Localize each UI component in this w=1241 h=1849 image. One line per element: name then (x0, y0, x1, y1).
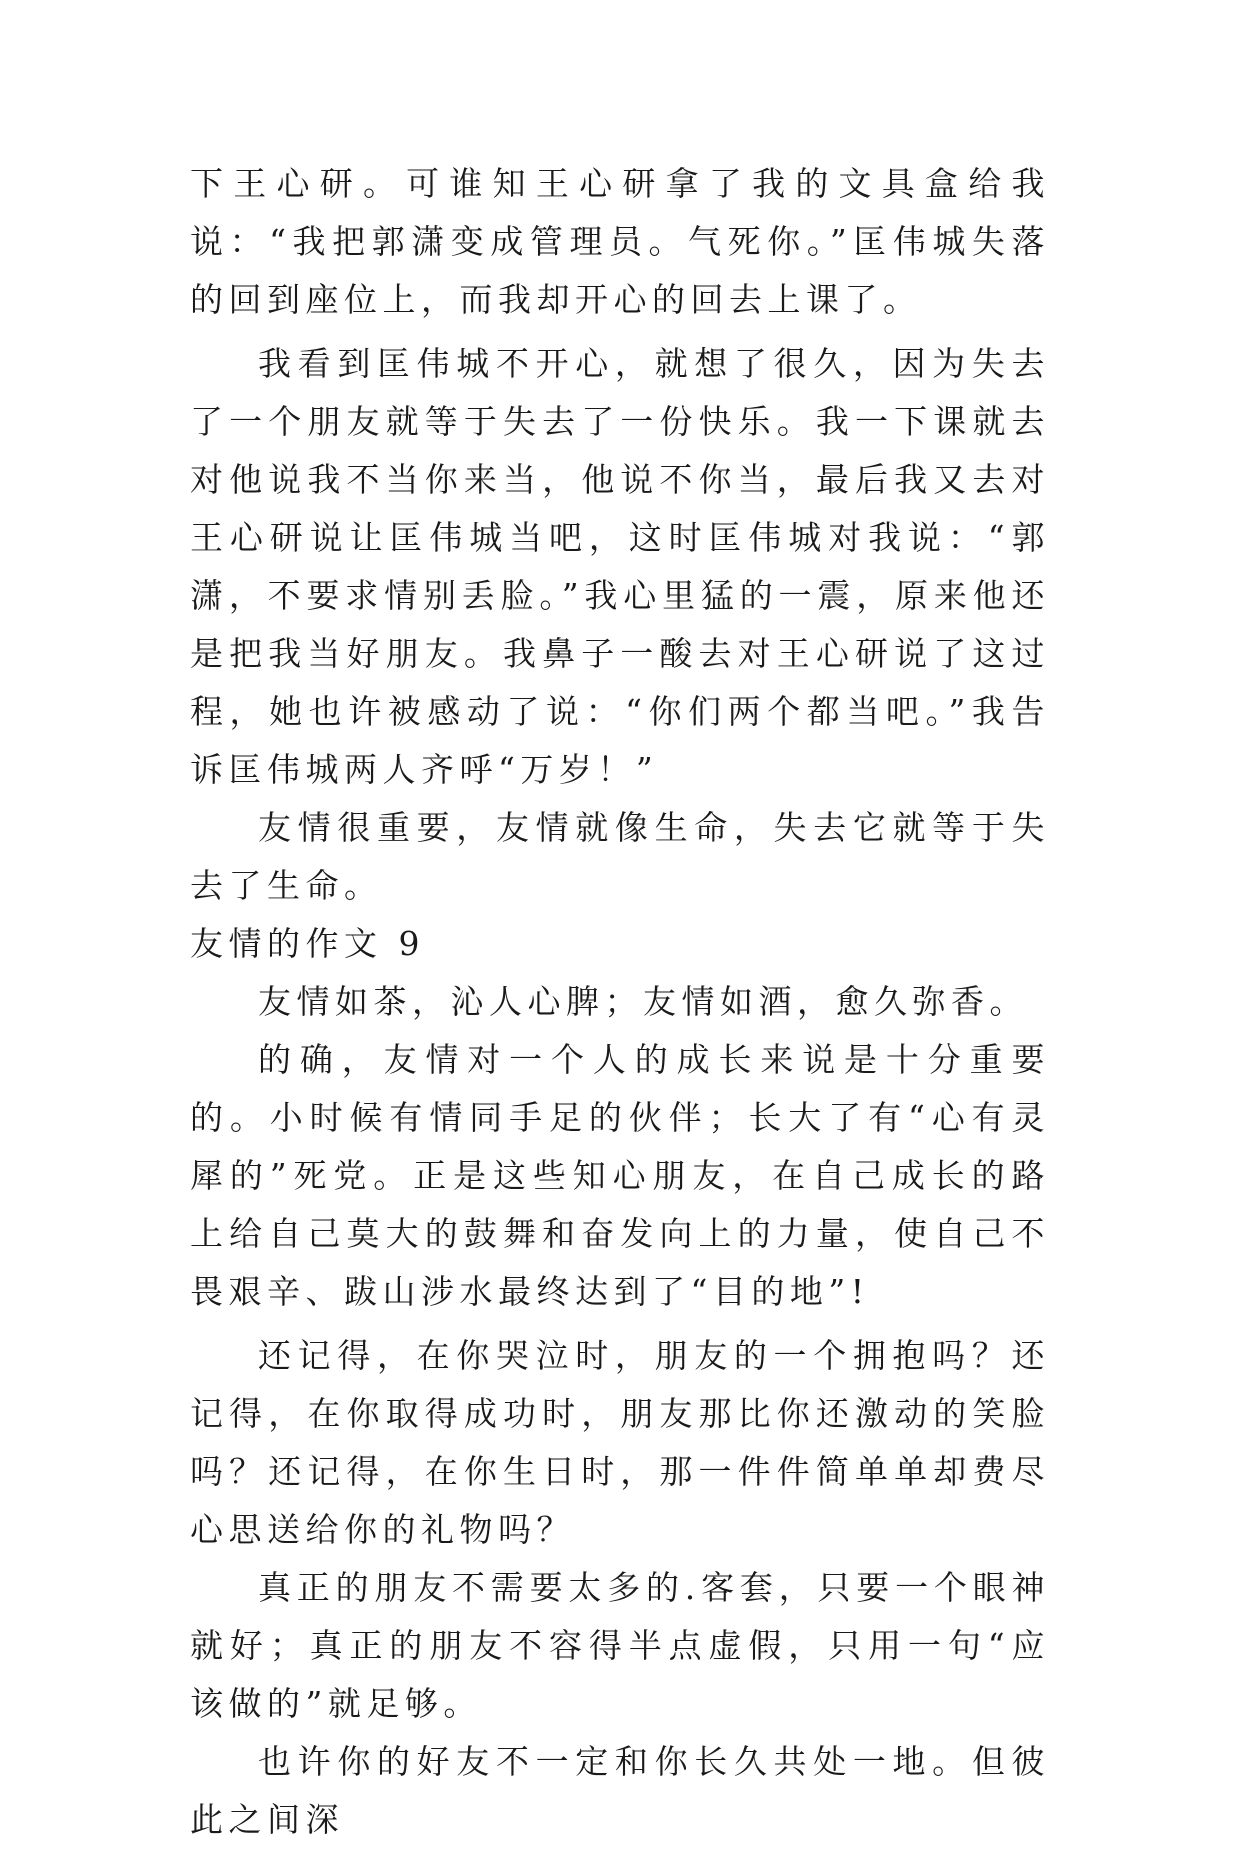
paragraph-2: 我看到匡伟城不开心，就想了很久，因为失去了一个朋友就等于失去了一份快乐。我一下课就去对他说我不当你来当，他说不你当，最后我又去对王心研说让匡伟城当吧，这时匡伟城对我说：“郭潇，不要求情别丢脸。”我心里猛的一震，原来他还是把我当好朋友。我鼻子一酸去对王心研说了这过程，她也许被感动了说：“你们两个都当吧。”我告诉匡伟城两人齐呼“万岁！” (190, 344, 1050, 789)
section-heading: 友情的作文 9 (190, 924, 425, 963)
paragraph-3: 友情很重要，友情就像生命，失去它就等于失去了生命。 (190, 808, 1050, 905)
paragraph-1: 下王心研。可谁知王心研拿了我的文具盒给我说：“我把郭潇变成管理员。气死你。”匡伟城失落的回到座位上，而我却开心的回去上课了。 (190, 164, 1050, 319)
paragraph-8: 真正的朋友不需要太多的.客套，只要一个眼神就好；真正的朋友不容得半点虚假，只用一句“应该做的”就足够。 (190, 1568, 1050, 1723)
paragraph-5: 友情如茶，沁人心脾；友情如酒，愈久弥香。 (258, 982, 1028, 1021)
paragraph-7: 还记得，在你哭泣时，朋友的一个拥抱吗？还记得，在你取得成功时，朋友那比你还激动的笑脸吗？还记得，在你生日时，那一件件简单单却费尽心思送给你的礼物吗？ (190, 1336, 1050, 1549)
paragraph-6: 的确，友情对一个人的成长来说是十分重要的。小时候有情同手足的伙伴；长大了有“心有灵犀的”死党。正是这些知心朋友，在自己成长的路上给自己莫大的鼓舞和奋发向上的力量，使自己不畏艰辛、跋山涉水最终达到了“目的地”! (190, 1040, 1050, 1311)
paragraph-9: 也许你的好友不一定和你长久共处一地。但彼此之间深 (190, 1742, 1050, 1839)
document-body (190, 155, 1050, 1849)
